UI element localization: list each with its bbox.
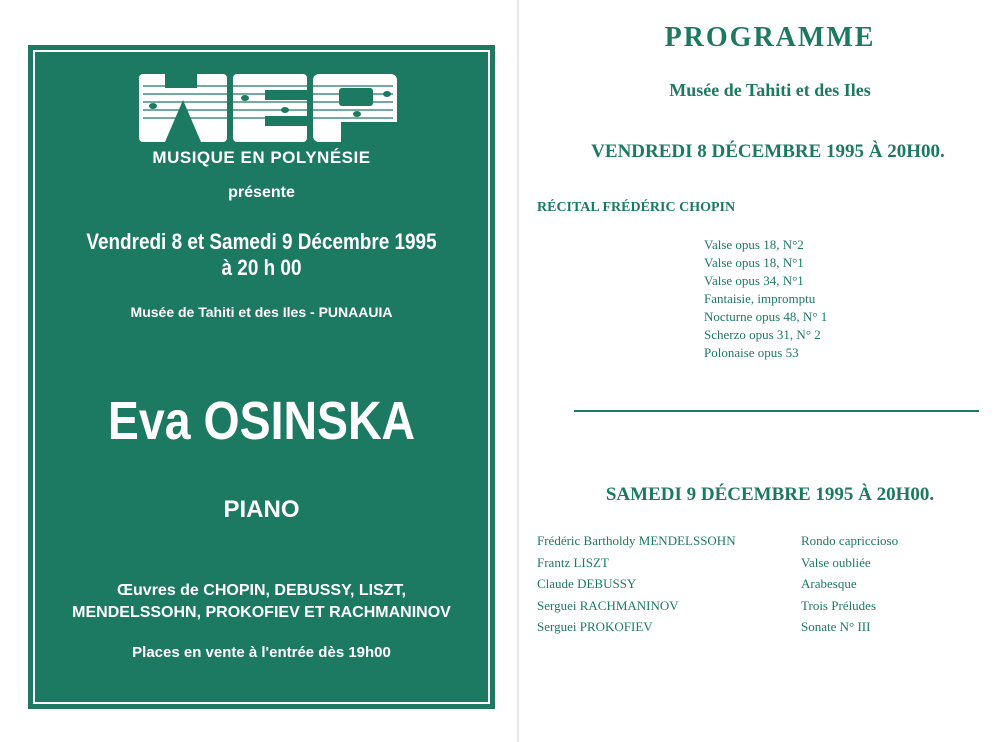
list-item: Nocturne opus 48, N° 1	[704, 309, 828, 324]
list-item: Scherzo opus 31, N° 2	[704, 327, 821, 342]
instrument: PIANO	[223, 496, 300, 523]
list-item: Arabesque	[801, 576, 857, 591]
list-item: Claude DEBUSSY	[537, 576, 637, 591]
day2-heading: SAMEDI 9 DÉCEMBRE 1995 À 20H00.	[605, 484, 935, 505]
flyer-border	[33, 50, 490, 704]
day2-works	[801, 530, 898, 638]
programme-title: PROGRAMME	[664, 22, 876, 53]
list-item: Polonaise opus 53	[704, 345, 799, 360]
list-item: Sonate N° III	[801, 619, 871, 634]
list-item: Valse opus 34, N°1	[704, 273, 804, 288]
list-item: Frantz LISZT	[537, 554, 609, 570]
list-item: Fantaisie, impromptu	[704, 291, 816, 306]
day1-heading: VENDREDI 8 DÉCEMBRE 1995 À 20H00.	[591, 141, 945, 162]
works-line-2: MENDELSSOHN, PROKOFIEV ET RACHMANINOV	[72, 604, 451, 621]
list-item: Serguei RACHMANINOV	[537, 597, 679, 613]
day2-composers	[537, 530, 736, 638]
ticket-info: Places en vente à l'entrée dès 19h00	[132, 644, 391, 661]
list-item: Trois Préludes	[801, 597, 877, 613]
artist-name: Eva OSINSKA	[107, 391, 416, 451]
concert-venue: Musée de Tahiti et des Iles - PUNAAUIA	[130, 304, 393, 320]
concert-time: à 20 h 00	[221, 255, 302, 280]
works-line-1: Œuvres de CHOPIN, DEBUSSY, LISZT,	[117, 582, 406, 599]
organization-name: MUSIQUE EN POLYNÉSIE	[152, 148, 371, 167]
list-item: Valse opus 18, N°2	[704, 237, 804, 252]
concert-flyer	[28, 45, 495, 709]
mep-logo-icon	[135, 70, 401, 146]
page-fold	[517, 0, 519, 742]
concert-dates: Vendredi 8 et Samedi 9 Décembre 1995	[86, 229, 437, 254]
list-item: Valse oubliée	[801, 554, 871, 570]
section-divider	[574, 410, 979, 412]
recital-title: RÉCITAL FRÉDÉRIC CHOPIN	[537, 200, 736, 215]
programme-venue: Musée de Tahiti et des Iles	[669, 80, 871, 100]
day1-pieces	[704, 236, 827, 362]
presents-text: présente	[228, 184, 295, 201]
list-item: Rondo capriccioso	[801, 533, 899, 548]
list-item: Serguei PROKOFIEV	[537, 619, 653, 634]
list-item: Frédéric Bartholdy MENDELSSOHN	[537, 533, 736, 548]
list-item: Valse opus 18, N°1	[704, 255, 804, 270]
